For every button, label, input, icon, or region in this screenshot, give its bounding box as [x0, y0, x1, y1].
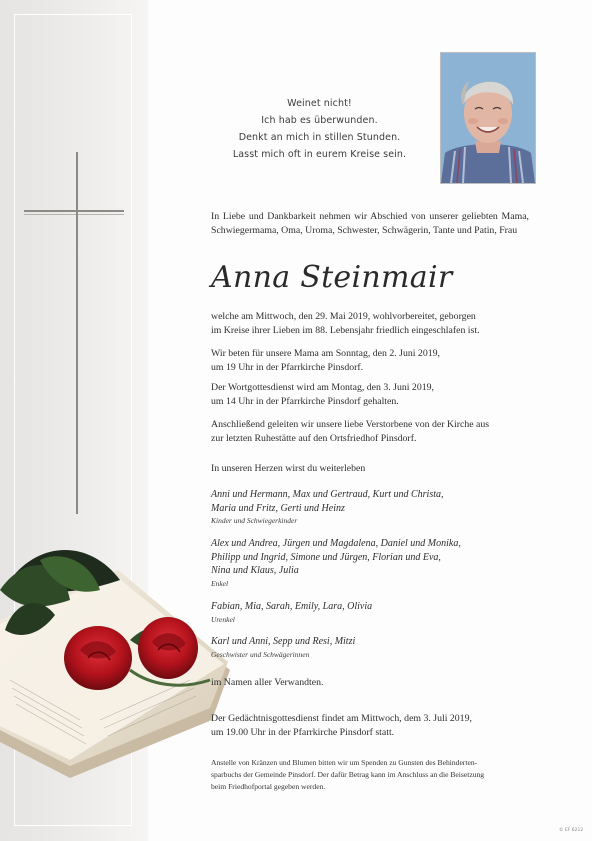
donation-line: sparbuchs der Gemeinde Pinsdorf. Der dafür Betrag kann im Anschluss an die Beisetzung	[211, 770, 485, 779]
cross-icon-horizontal-shadow	[24, 214, 124, 215]
poem-line: Lasst mich oft in eurem Kreise sein.	[232, 149, 407, 160]
family-line: Anni und Hermann, Max und Gertraud, Kurt und Christa,	[211, 489, 444, 500]
roses-illustration	[0, 520, 232, 790]
cross-icon-horizontal	[24, 210, 124, 212]
print-code: © EF 6212	[559, 828, 584, 833]
service-line: Der Wortgottesdienst wird am Montag, den 3. Juni 2019,	[211, 382, 434, 393]
family-group-great-grandchildren	[211, 600, 551, 625]
burial-line: Anschließend geleiten wir unsere liebe Verstorbene von der Kirche aus	[211, 419, 490, 430]
prayer-line: Wir beten für unsere Mama am Sonntag, den 2. Juni 2019,	[211, 348, 440, 359]
donation-line: beim Friedhofportal gegeben werden.	[211, 782, 326, 791]
family-line: Nina und Klaus, Julia	[211, 565, 299, 576]
poem	[222, 95, 417, 163]
portrait-photo	[440, 52, 536, 184]
service-line: um 14 Uhr in der Pfarrkirche Pinsdorf gehalten.	[211, 395, 399, 407]
family-role: Kinder und Schwiegerkinder	[211, 516, 298, 525]
family-role: Enkel	[211, 578, 229, 588]
prayer-notice	[211, 347, 541, 374]
hearts-line: In unseren Herzen wirst du weiterleben	[211, 463, 366, 474]
burial-notice	[211, 418, 541, 445]
death-line: im Kreise ihrer Lieben im 88. Lebensjahr friedlich eingeschlafen ist.	[211, 324, 480, 336]
family-role: Urenkel	[211, 614, 235, 624]
prayer-line: um 19 Uhr in der Pfarrkirche Pinsdorf.	[211, 361, 364, 373]
family-line: Maria und Fritz, Gerti und Heinz	[211, 502, 345, 514]
burial-line: zur letzten Ruhestätte auf den Ortsfriedhof Pinsdorf.	[211, 432, 417, 444]
family-group-grandchildren	[211, 537, 551, 589]
poem-line: Denkt an mich in stillen Stunden.	[238, 132, 401, 143]
death-line: welche am Mittwoch, den 29. Mai 2019, wohlvorbereitet, geborgen	[211, 311, 476, 322]
service-notice	[211, 381, 541, 408]
memorial-line: um 19.00 Uhr in der Pfarrkirche Pinsdorf statt.	[211, 726, 395, 738]
death-notice	[211, 310, 541, 337]
family-group-siblings	[211, 635, 551, 660]
donation-line: Anstelle von Kränzen und Blumen bitten wir um Spenden zu Gunsten des Behinderten-	[211, 758, 478, 767]
intro-text: In Liebe und Dankbarkeit nehmen wir Abschied von unserer geliebten Mama, Schwiegermama, Oma, Uroma, Schwester, Schwägerin, Tante und Patin, Frau	[211, 211, 529, 236]
poem-line: Ich hab es überwunden.	[261, 115, 378, 126]
family-group-children	[211, 488, 551, 526]
memorial-line: Der Gedächtnisgottesdienst findet am Mittwoch, dem 3. Juli 2019,	[211, 713, 472, 724]
memorial-notice	[211, 712, 541, 739]
deceased-name: Anna Steinmair	[211, 260, 453, 295]
family-role: Geschwister und Schwägerinnen	[211, 649, 310, 659]
family-line: Philipp und Ingrid, Simone und Jürgen, Florian und Eva,	[211, 551, 441, 563]
family-line: Alex und Andrea, Jürgen und Magdalena, Daniel und Monika,	[211, 538, 461, 549]
donation-notice	[211, 757, 541, 793]
relatives-line: im Namen aller Verwandten.	[211, 677, 324, 688]
family-line: Fabian, Mia, Sarah, Emily, Lara, Olivia	[211, 601, 373, 612]
poem-line: Weinet nicht!	[287, 98, 352, 109]
cross-icon	[76, 152, 78, 514]
family-line: Karl und Anni, Sepp und Resi, Mitzi	[211, 636, 356, 647]
